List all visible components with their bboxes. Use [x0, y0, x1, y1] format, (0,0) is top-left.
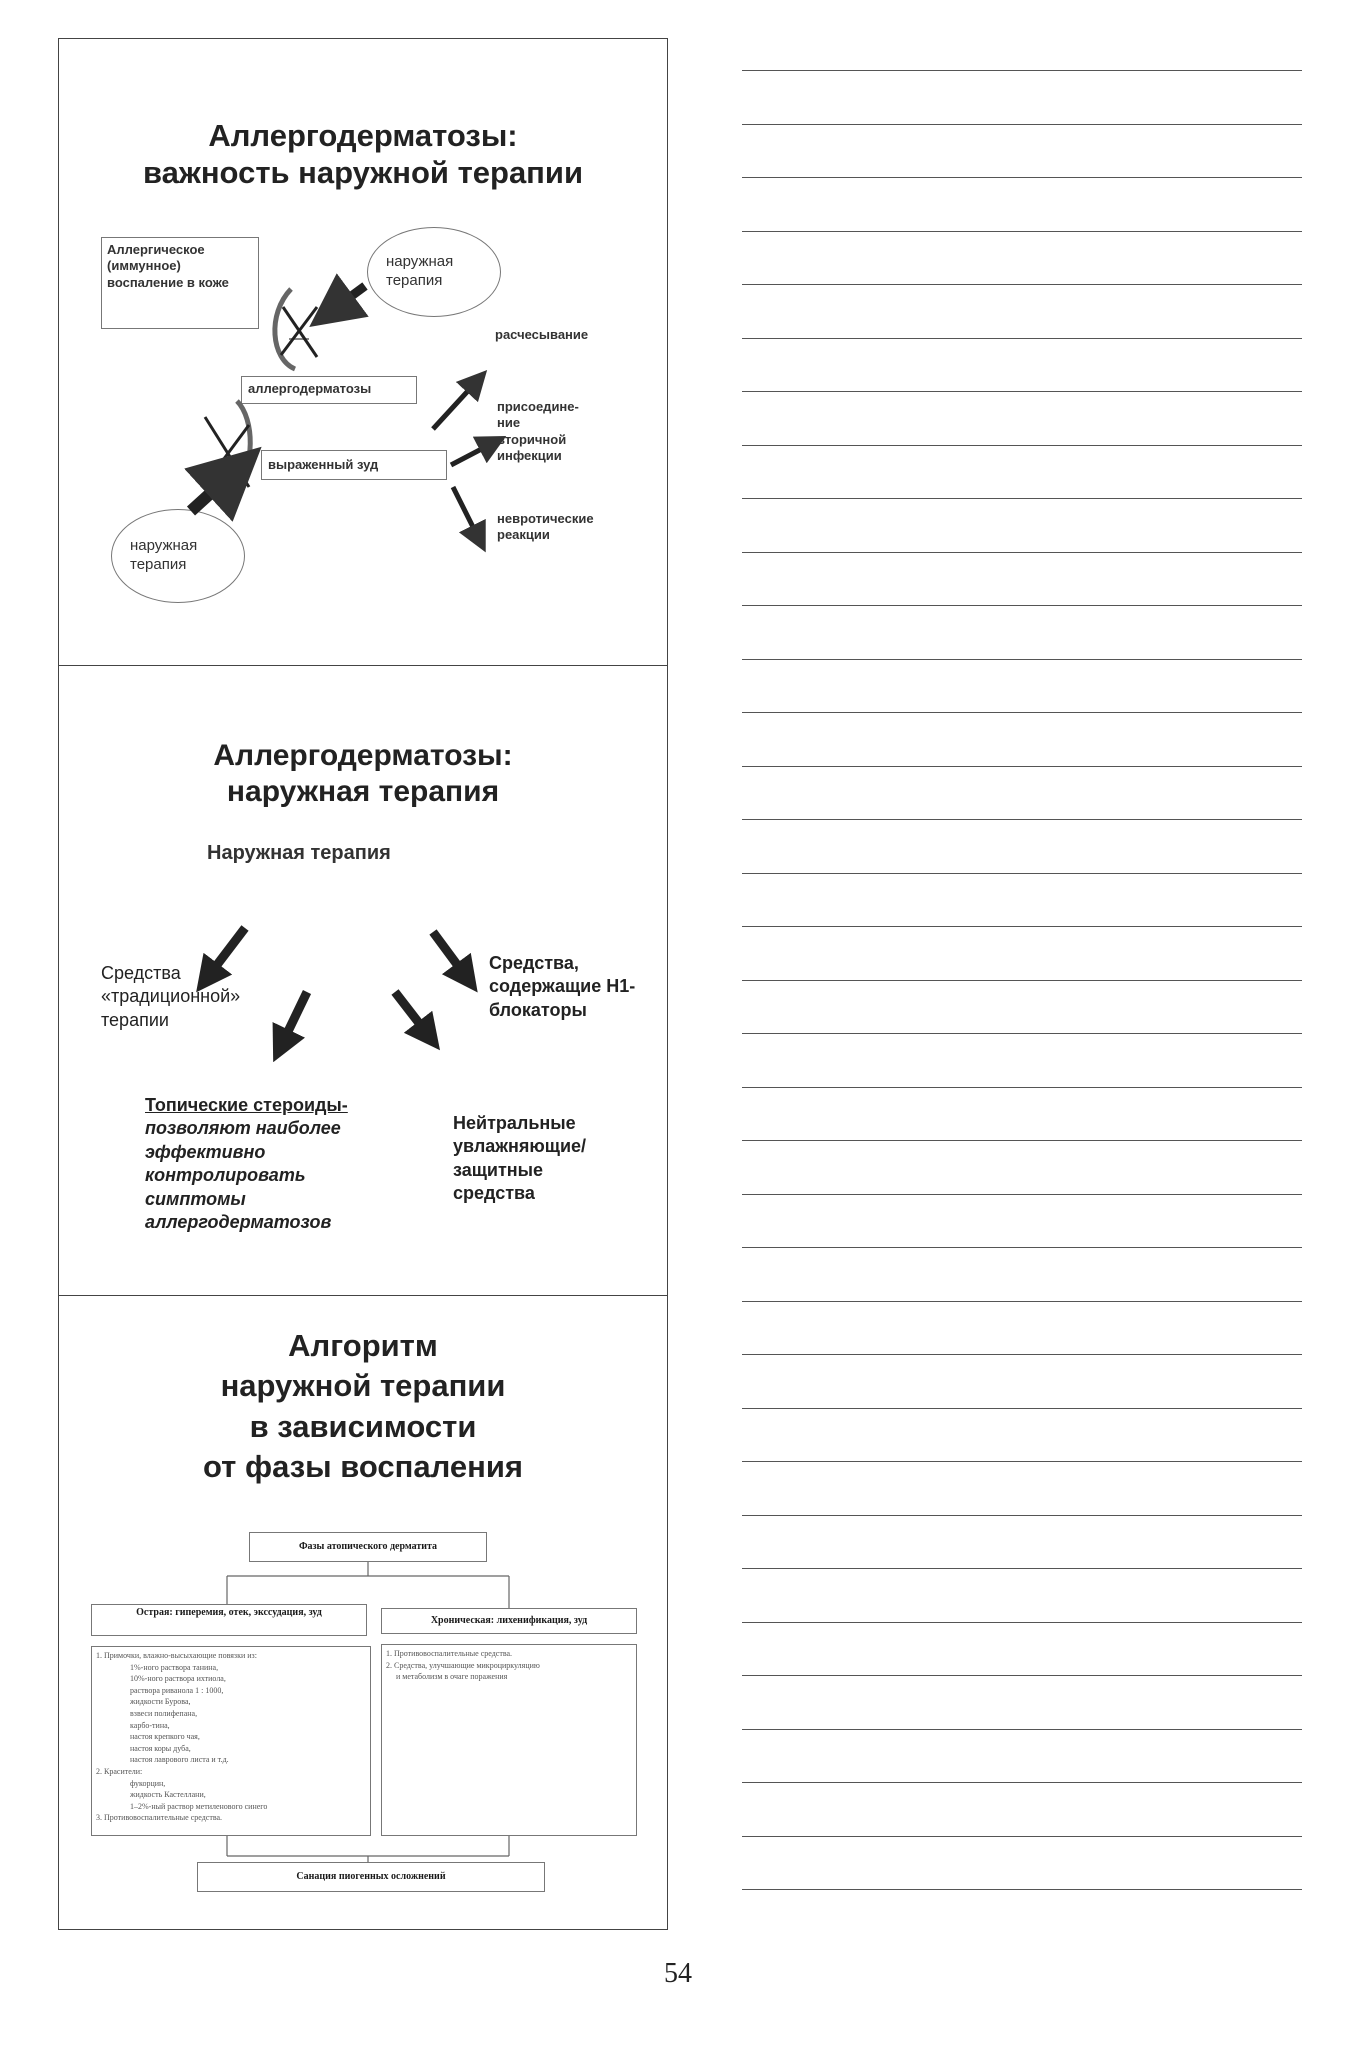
- page-number: 54: [664, 1958, 692, 1989]
- slide-3-title-line2: наружной терапии: [220, 1368, 506, 1404]
- external-therapy-oval-bottom: наружная терапия: [111, 509, 245, 603]
- note-line: [742, 659, 1302, 660]
- note-line: [742, 1247, 1302, 1248]
- slide-2-title-line1: Аллергодерматозы:: [213, 739, 513, 772]
- chronic-phase-box: Хроническая: лихенификация, зуд: [381, 1608, 637, 1634]
- note-line: [742, 391, 1302, 392]
- acute-item-14: 1–2%-ный раствор метиленового синего: [130, 1801, 268, 1811]
- note-line: [742, 124, 1302, 125]
- slide-3-title-line1: Алгоритм: [288, 1328, 438, 1363]
- phases-box: Фазы атопического дерматита: [249, 1532, 487, 1562]
- acute-item-9: настоя коры дуба,: [130, 1743, 191, 1753]
- acute-item-3: 10%-ного раствора ихтиола,: [130, 1674, 226, 1684]
- note-line: [742, 980, 1302, 981]
- arrow-to-neurotic: [453, 487, 479, 539]
- note-line: [742, 605, 1302, 606]
- note-line: [742, 231, 1302, 232]
- h1-blockers-text: Средства, содержащие Н1-блокаторы: [489, 953, 636, 1020]
- arrow-oval-top: [331, 286, 365, 311]
- note-line: [742, 284, 1302, 285]
- slide-1-title-line2: важность наружной терапии: [142, 155, 584, 191]
- note-line: [742, 1836, 1302, 1837]
- note-line: [742, 1675, 1302, 1676]
- acute-item-2: 1%-ного раствора танина,: [130, 1662, 219, 1672]
- acute-item-6: взвеси полифепана,: [130, 1708, 198, 1718]
- cycle-arrow-top: [275, 289, 295, 369]
- note-line: [742, 926, 1302, 927]
- outcome-secondary-infection: присоедине-ние вторичной инфекции: [497, 399, 579, 463]
- slide-1-title-line1: Аллергодерматозы:: [208, 118, 518, 153]
- allergodermatoses-box: аллергодерматозы: [241, 376, 417, 404]
- sanation-box: Санация пиогенных осложнений: [197, 1862, 545, 1892]
- note-line: [742, 819, 1302, 820]
- outcome-neurotic-reactions: невротические реакции: [497, 511, 594, 543]
- arrow-to-traditional: [207, 928, 245, 978]
- note-line: [742, 1140, 1302, 1141]
- acute-item-11: 2. Красители:: [96, 1766, 143, 1776]
- topical-steroids-heading: Топические стероиды-: [145, 1095, 348, 1115]
- traditional-therapy-text: Средства «традиционной» терапии: [101, 963, 241, 1030]
- slides-column: [58, 38, 668, 1930]
- topical-steroids-body: позволяют наиболее эффективно контролировать симптомы аллергодерматозов: [145, 1118, 341, 1232]
- note-line: [742, 338, 1302, 339]
- arrow-to-h1: [433, 932, 467, 978]
- acute-item-7: карбо-тина,: [130, 1720, 170, 1730]
- chronic-item-1: 1. Противовоспалительные средства.: [386, 1649, 513, 1658]
- note-line: [742, 445, 1302, 446]
- arrow-to-scratching: [433, 381, 477, 429]
- note-line: [742, 1622, 1302, 1623]
- acute-item-8: настоя крепкого чая,: [130, 1732, 200, 1742]
- chronic-item-3: и метаболизм в очаге поражения: [396, 1672, 508, 1682]
- slide-1-diagram-arrows: [59, 39, 669, 665]
- note-lines: [742, 0, 1302, 2000]
- note-line: [742, 1889, 1302, 1890]
- note-line: [742, 177, 1302, 178]
- acute-item-4: раствора риванола 1 : 1000,: [130, 1685, 224, 1695]
- slide-3-title-line3: в зависимости: [249, 1408, 477, 1444]
- acute-item-15: 3. Противовоспалительные средства.: [96, 1813, 223, 1823]
- acute-item-13: жидкость Кастеллани,: [130, 1790, 206, 1800]
- note-line: [742, 873, 1302, 874]
- note-line: [742, 1461, 1302, 1462]
- slide-2-title-line2: наружная терапия: [226, 775, 500, 808]
- slide-2: [59, 665, 667, 1295]
- acute-item-5: жидкости Бурова,: [130, 1697, 191, 1707]
- slide-3-flowchart-connectors: [59, 1296, 669, 1932]
- note-line: [742, 1354, 1302, 1355]
- note-line: [742, 1087, 1302, 1088]
- slide-3: [59, 1295, 667, 1931]
- note-line: [742, 552, 1302, 553]
- arrow-to-neutral: [395, 992, 429, 1036]
- note-line: [742, 498, 1302, 499]
- note-line: [742, 1033, 1302, 1034]
- inflammation-box: Аллергическое (иммунное) воспаление в коже: [101, 237, 259, 329]
- note-line: [742, 1729, 1302, 1730]
- note-line: [742, 1301, 1302, 1302]
- chronic-item-2: 2. Средства, улучшающие микроциркуляцию: [386, 1660, 540, 1670]
- note-line: [742, 712, 1302, 713]
- arrow-to-steroids: [281, 992, 307, 1046]
- acute-item-10: настоя лаврового листа и т.д.: [130, 1755, 229, 1765]
- external-therapy-oval-top: наружная терапия: [367, 227, 501, 317]
- acute-item-12: фукорцин,: [130, 1778, 166, 1788]
- acute-item-1: 1. Примочки, влажно-высыхающие повязки из:: [96, 1651, 257, 1660]
- arrow-oval-bottom: [191, 471, 235, 511]
- slide-1: [59, 39, 667, 665]
- external-therapy-root: Наружная терапия: [207, 842, 391, 864]
- note-line: [742, 1194, 1302, 1195]
- note-line: [742, 1782, 1302, 1783]
- note-line: [742, 1515, 1302, 1516]
- acute-phase-box: Острая: гиперемия, отек, экссудация, зуд: [91, 1604, 367, 1636]
- note-line: [742, 70, 1302, 71]
- neutral-moisturizers-text: Нейтральные увлажняющие/ защитные средства: [453, 1113, 587, 1204]
- note-line: [742, 1568, 1302, 1569]
- outcome-scratching: расчесывание: [495, 327, 589, 342]
- slide-2-diagram-arrows: [59, 666, 669, 1296]
- arrow-to-infection: [451, 443, 493, 465]
- slide-3-title-line4: от фазы воспаления: [203, 1448, 523, 1484]
- note-line: [742, 766, 1302, 767]
- severe-itch-box: выраженный зуд: [261, 450, 447, 480]
- note-line: [742, 1408, 1302, 1409]
